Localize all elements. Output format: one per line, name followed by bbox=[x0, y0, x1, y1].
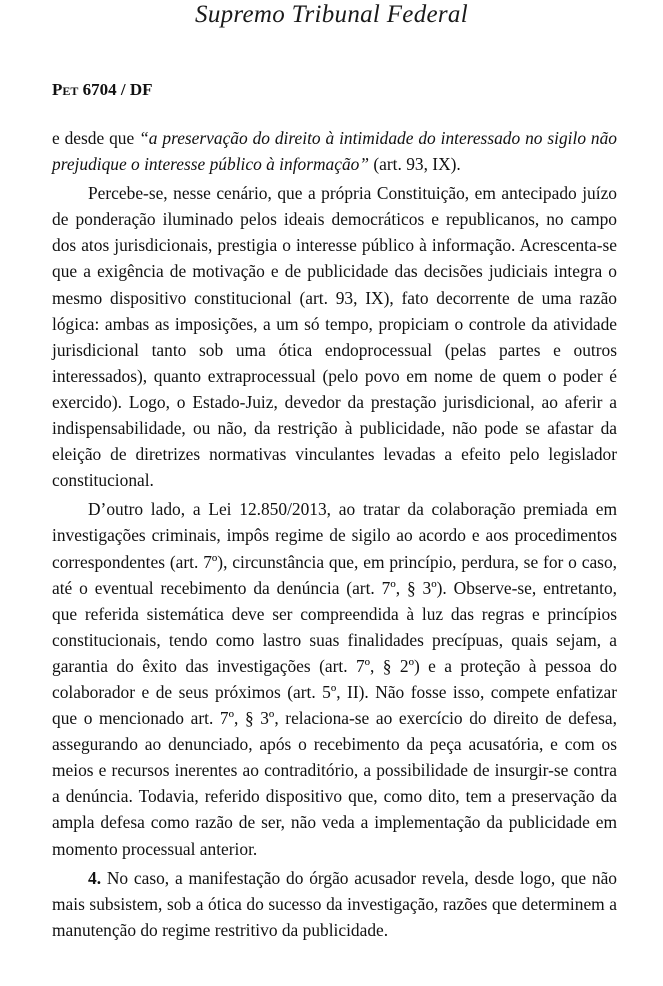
constitutional-quote: “a preservação do direito à intimidade do interessado no sigilo não prejudique o interesse público à informação” bbox=[52, 128, 617, 175]
item-4-text: No caso, a manifestação do órgão acusador revela, desde logo, que não mais subsistem, sob a ótica do sucesso da investigação, razões que determinem a manutenção do regime restritivo da publicidade. bbox=[52, 867, 617, 940]
case-prefix: Pet bbox=[52, 80, 79, 99]
quote-citation: (art. 93, IX). bbox=[369, 154, 461, 175]
document-body bbox=[52, 125, 617, 946]
paragraph-law-12850: D’outro lado, a Lei 12.850/2013, ao tratar da colaboração premiada em investigações criminais, impôs regime de sigilo ao acordo e aos procedimentos correspondentes (art. 7º), circunstância que, em princípio, perdura, se for o caso, até o eventual recebimento da denúncia (art. 7º, § 3º). Observe-se, entretanto, que referida sistemática deve ser compreendida à luz das regras e princípios constitucionais, tendo como lastro suas finalidades precípuas, quais sejam, a garantia do êxito das investigações (art. 7º, § 2º) e a proteção à pessoa do colaborador e de seus próximos (art. 5º, II). Não fosse isso, compete enfatizar que o mencionado art. 7º, § 3º, relaciona-se ao exercício do direito de defesa, assegurando ao denunciado, após o recebimento da peça acusatória, e com os meios e recursos inerentes ao contraditório, a possibilidade de insurgir-se contra a denúncia. Todavia, referido dispositivo que, como dito, tem a preservação da ampla defesa como razão de ser, não veda a implementação da publicidade em momento processual anterior. bbox=[52, 499, 617, 859]
case-number: 6704 / DF bbox=[82, 80, 153, 99]
paragraph-constitution: Percebe-se, nesse cenário, que a própria Constituição, em antecipado juízo de ponderação iluminado pelos ideais democráticos e republicanos, no campo dos atos jurisdicionais, prestigia o interesse público à informação. Acrescenta-se que a exigência de motivação e de publicidade das decisões judiciais integra o mesmo dispositivo constitucional (art. 93, IX), fato decorrente de uma razão lógica: ambas as imposições, a um só tempo, propiciam o controle da atividade jurisdicional tanto sob uma ótica endoprocessual (pelas partes e outros interessados), quanto extraprocessual (pelo povo em nome de quem o poder é exercido). Logo, o Estado-Juiz, devedor da prestação jurisdicional, ao aferir a indispensabilidade, ou não, da restrição à publicidade, não pode se afastar da eleição de diretrizes normativas vinculantes levadas a efeito pelo legislador constitucional. bbox=[52, 183, 617, 491]
paragraph-item-4 bbox=[52, 865, 617, 943]
item-number: 4. bbox=[88, 867, 102, 888]
case-reference bbox=[52, 80, 153, 100]
paragraph-lead: e desde que bbox=[52, 128, 140, 148]
paragraph-continuation bbox=[52, 125, 617, 177]
court-header-title: Supremo Tribunal Federal bbox=[195, 1, 468, 28]
